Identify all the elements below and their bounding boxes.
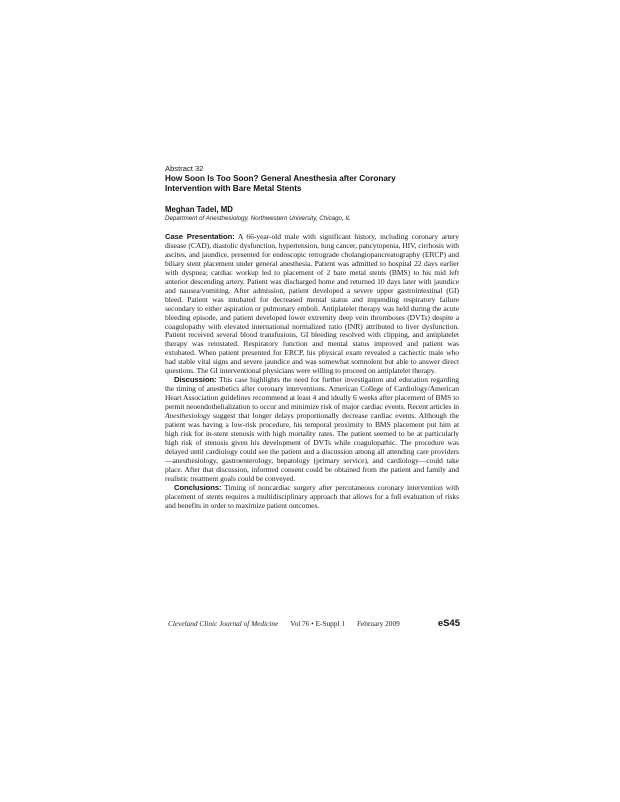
journal-name-italic: Anesthesiology (165, 411, 210, 421)
abstract-article (165, 164, 459, 511)
conclusions-heading: Conclusions: (174, 482, 222, 492)
case-presentation-heading: Case Presentation: (165, 232, 235, 241)
article-title (165, 174, 459, 194)
author-affiliation: Department of Anesthesiology, Northwestern University, Chicago, IL (165, 215, 351, 222)
footer-date: February 2009 (356, 619, 400, 628)
conclusions-text: Timing of noncardiac surgery after percutaneous coronary intervention with placement of stents requires a multidisciplinary approach that allows for a full evaluation of risks and benefits in order to maximize patient outcomes. (165, 482, 460, 510)
footer-volume: Vol 76 • E-Suppl 1 (290, 619, 345, 628)
abstract-number: Abstract 32 (165, 164, 204, 173)
article-title-line-2: Intervention with Bare Metal Stents (165, 184, 302, 193)
discussion-heading: Discussion: (174, 375, 217, 385)
conclusions-paragraph (165, 484, 459, 511)
footer-journal-name: Cleveland Clinic Journal of Medicine (168, 619, 279, 628)
footer-page-number: eS45 (437, 618, 460, 629)
case-presentation-paragraph (165, 233, 459, 376)
case-presentation-text: A 66-year-old male with significant history, including coronary artery disease (CAD), diastolic dysfunction, hypertension, lung cancer, pancytopenia, HIV, cirrhosis with ascites, and jaundice, presented for endoscopic retrograde cholangiopancreatography (ERCP) and biliary stent placement under general anesthesia. Patient was admitted to hospital 22 days earlier with dyspnea; cardiac workup led to placement of 2 bare metal stents (BMS) to his mid left anterior descending artery. Patient was discharged home and returned 10 days later with jaundice and nausea/vomiting. After admission, patient developed a severe upper gastrointestinal (GI) bleed. Patient was intubated for decreased mental status and impending respiratory failure secondary to either aspiration or pulmonary emboli. Antiplatelet therapy was held during the acute bleeding episode, and patient developed lower extremity deep vein thromboses (DVTs) despite a coagulopathy with elevated international normalized ratio (INR) attributed to liver dysfunction. Patient received several blood transfusions, GI bleeding resolved with clipping, and antiplatelet therapy was reinstated. Respiratory function and mental status improved and patient was extubated. When patient presented for ERCP, his physical exam revealed a cachectic male who had stable vital signs and severe jaundice and was somewhat somnolent but able to answer direct questions. The GI interventional physicians were willing to proceed on antiplatelet therapy. (165, 232, 459, 376)
discussion-text-part-1: This case highlights the need for further investigation and education regarding the timing of anesthetics after coronary interventions. American College of Cardiology/American Heart Association guidelines recommend at least 4 and ideally 6 weeks after placement of BMS to permit neoendothelialization to occur and minimize risk of major cardiac events. Recent articles in (165, 375, 460, 412)
article-title-line-1: How Soon Is Too Soon? General Anesthesia after Coronary (165, 174, 396, 183)
author-name: Meghan Tadel, MD (165, 205, 233, 214)
page-footer (168, 618, 460, 629)
discussion-paragraph (165, 376, 459, 483)
discussion-text-part-2: suggest that longer delays proportionally decrease cardiac events. Although the patient was having a low-risk procedure, his temporal proximity to BMS placement put him at high risk for in-stent stenosis with high mortality rates. The patient seemed to be at particularly high risk of stenosis given his development of DVTs while coagulopathic. The procedure was delayed until cardiology could see the patient and a discussion among all attending care providers—anesthesiology, gastroenterology, hepatology (primary service), and cardiology—could take place. After that discussion, informed consent could be obtained from the patient and family and realistic treatment goals could be conveyed. (165, 411, 459, 483)
